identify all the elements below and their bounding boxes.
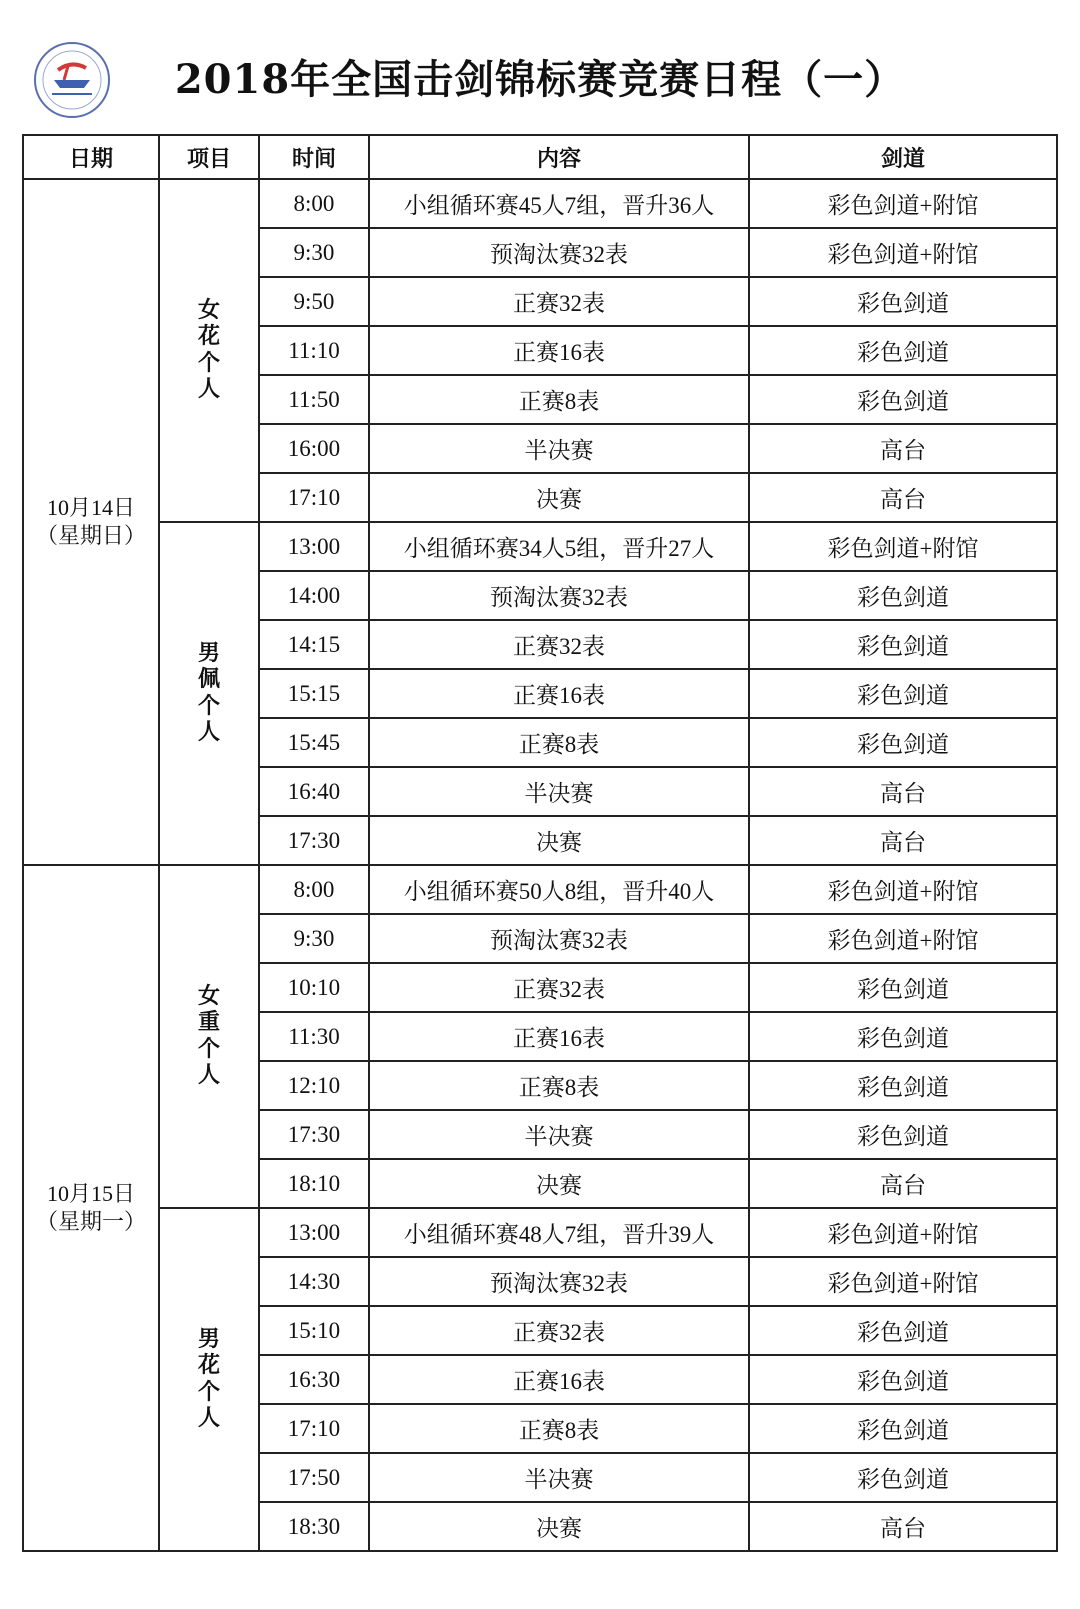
content-cell: 正赛8表 bbox=[369, 1061, 749, 1110]
time-cell: 9:30 bbox=[259, 914, 369, 963]
content-cell: 小组循环赛50人8组，晋升40人 bbox=[369, 865, 749, 914]
time-cell: 11:30 bbox=[259, 1012, 369, 1061]
content-cell: 正赛32表 bbox=[369, 277, 749, 326]
header-content: 内容 bbox=[369, 135, 749, 179]
event-name-cell bbox=[159, 179, 259, 522]
piste-cell: 彩色剑道 bbox=[749, 1306, 1057, 1355]
time-cell: 16:00 bbox=[259, 424, 369, 473]
piste-cell: 高台 bbox=[749, 473, 1057, 522]
content-cell: 半决赛 bbox=[369, 424, 749, 473]
content-cell: 正赛32表 bbox=[369, 963, 749, 1012]
piste-cell: 彩色剑道 bbox=[749, 571, 1057, 620]
time-cell: 13:00 bbox=[259, 1208, 369, 1257]
time-cell: 11:10 bbox=[259, 326, 369, 375]
event-name: 女重个人 bbox=[197, 983, 220, 1088]
time-cell: 17:50 bbox=[259, 1453, 369, 1502]
content-cell: 决赛 bbox=[369, 1502, 749, 1551]
time-cell: 15:10 bbox=[259, 1306, 369, 1355]
content-cell: 正赛8表 bbox=[369, 375, 749, 424]
piste-cell: 彩色剑道+附馆 bbox=[749, 1257, 1057, 1306]
piste-cell: 彩色剑道+附馆 bbox=[749, 1208, 1057, 1257]
day-date-cell bbox=[23, 865, 159, 1551]
page-title: 2018年全国击剑锦标赛竞赛日程（一） bbox=[174, 56, 906, 103]
time-cell: 16:40 bbox=[259, 767, 369, 816]
content-cell: 正赛32表 bbox=[369, 620, 749, 669]
piste-cell: 彩色剑道 bbox=[749, 1110, 1057, 1159]
piste-cell: 彩色剑道+附馆 bbox=[749, 522, 1057, 571]
time-cell: 17:30 bbox=[259, 1110, 369, 1159]
header-time: 时间 bbox=[259, 135, 369, 179]
schedule-table bbox=[22, 134, 1058, 1552]
content-cell: 决赛 bbox=[369, 1159, 749, 1208]
piste-cell: 彩色剑道 bbox=[749, 1061, 1057, 1110]
event-name: 男花个人 bbox=[197, 1326, 220, 1431]
content-cell: 预淘汰赛32表 bbox=[369, 1257, 749, 1306]
schedule-body bbox=[23, 179, 1057, 1551]
table-row bbox=[23, 1208, 1057, 1257]
time-cell: 11:50 bbox=[259, 375, 369, 424]
time-cell: 17:30 bbox=[259, 816, 369, 865]
day-weekday: （星期一） bbox=[35, 1209, 146, 1234]
content-cell: 正赛16表 bbox=[369, 1012, 749, 1061]
day-date: 10月15日 bbox=[46, 1181, 135, 1206]
content-cell: 小组循环赛48人7组，晋升39人 bbox=[369, 1208, 749, 1257]
content-cell: 小组循环赛34人5组，晋升27人 bbox=[369, 522, 749, 571]
content-cell: 预淘汰赛32表 bbox=[369, 914, 749, 963]
content-cell: 正赛8表 bbox=[369, 718, 749, 767]
piste-cell: 彩色剑道 bbox=[749, 669, 1057, 718]
header-piste: 剑道 bbox=[749, 135, 1057, 179]
day-date-cell bbox=[23, 179, 159, 865]
content-cell: 半决赛 bbox=[369, 1110, 749, 1159]
event-name-cell bbox=[159, 522, 259, 865]
piste-cell: 彩色剑道 bbox=[749, 1453, 1057, 1502]
piste-cell: 高台 bbox=[749, 767, 1057, 816]
piste-cell: 彩色剑道 bbox=[749, 326, 1057, 375]
piste-cell: 彩色剑道 bbox=[749, 375, 1057, 424]
content-cell: 正赛16表 bbox=[369, 326, 749, 375]
piste-cell: 高台 bbox=[749, 1159, 1057, 1208]
piste-cell: 彩色剑道 bbox=[749, 963, 1057, 1012]
piste-cell: 彩色剑道 bbox=[749, 1012, 1057, 1061]
time-cell: 9:30 bbox=[259, 228, 369, 277]
header-event: 项目 bbox=[159, 135, 259, 179]
time-cell: 17:10 bbox=[259, 473, 369, 522]
content-cell: 正赛8表 bbox=[369, 1404, 749, 1453]
time-cell: 8:00 bbox=[259, 179, 369, 228]
table-row bbox=[23, 865, 1057, 914]
piste-cell: 彩色剑道 bbox=[749, 718, 1057, 767]
header-row bbox=[23, 135, 1057, 179]
time-cell: 18:10 bbox=[259, 1159, 369, 1208]
header-date: 日期 bbox=[23, 135, 159, 179]
piste-cell: 彩色剑道+附馆 bbox=[749, 228, 1057, 277]
piste-cell: 高台 bbox=[749, 424, 1057, 473]
time-cell: 16:30 bbox=[259, 1355, 369, 1404]
piste-cell: 彩色剑道+附馆 bbox=[749, 865, 1057, 914]
table-row bbox=[23, 522, 1057, 571]
content-cell: 小组循环赛45人7组，晋升36人 bbox=[369, 179, 749, 228]
time-cell: 8:00 bbox=[259, 865, 369, 914]
piste-cell: 高台 bbox=[749, 1502, 1057, 1551]
time-cell: 18:30 bbox=[259, 1502, 369, 1551]
piste-cell: 彩色剑道 bbox=[749, 277, 1057, 326]
event-name: 女花个人 bbox=[197, 297, 220, 402]
time-cell: 12:10 bbox=[259, 1061, 369, 1110]
content-cell: 决赛 bbox=[369, 816, 749, 865]
content-cell: 半决赛 bbox=[369, 767, 749, 816]
event-name-cell bbox=[159, 865, 259, 1208]
time-cell: 9:50 bbox=[259, 277, 369, 326]
content-cell: 决赛 bbox=[369, 473, 749, 522]
content-cell: 正赛16表 bbox=[369, 669, 749, 718]
piste-cell: 高台 bbox=[749, 816, 1057, 865]
piste-cell: 彩色剑道+附馆 bbox=[749, 914, 1057, 963]
piste-cell: 彩色剑道+附馆 bbox=[749, 179, 1057, 228]
event-name: 男佩个人 bbox=[197, 640, 220, 745]
piste-cell: 彩色剑道 bbox=[749, 620, 1057, 669]
content-cell: 预淘汰赛32表 bbox=[369, 571, 749, 620]
table-row bbox=[23, 179, 1057, 228]
time-cell: 10:10 bbox=[259, 963, 369, 1012]
day-date: 10月14日 bbox=[46, 495, 135, 520]
time-cell: 14:30 bbox=[259, 1257, 369, 1306]
time-cell: 14:15 bbox=[259, 620, 369, 669]
content-cell: 半决赛 bbox=[369, 1453, 749, 1502]
content-cell: 正赛32表 bbox=[369, 1306, 749, 1355]
event-name-cell bbox=[159, 1208, 259, 1551]
time-cell: 15:45 bbox=[259, 718, 369, 767]
piste-cell: 彩色剑道 bbox=[749, 1404, 1057, 1453]
day-weekday: （星期日） bbox=[35, 523, 146, 548]
time-cell: 15:15 bbox=[259, 669, 369, 718]
piste-cell: 彩色剑道 bbox=[749, 1355, 1057, 1404]
content-cell: 预淘汰赛32表 bbox=[369, 228, 749, 277]
time-cell: 14:00 bbox=[259, 571, 369, 620]
time-cell: 13:00 bbox=[259, 522, 369, 571]
content-cell: 正赛16表 bbox=[369, 1355, 749, 1404]
time-cell: 17:10 bbox=[259, 1404, 369, 1453]
